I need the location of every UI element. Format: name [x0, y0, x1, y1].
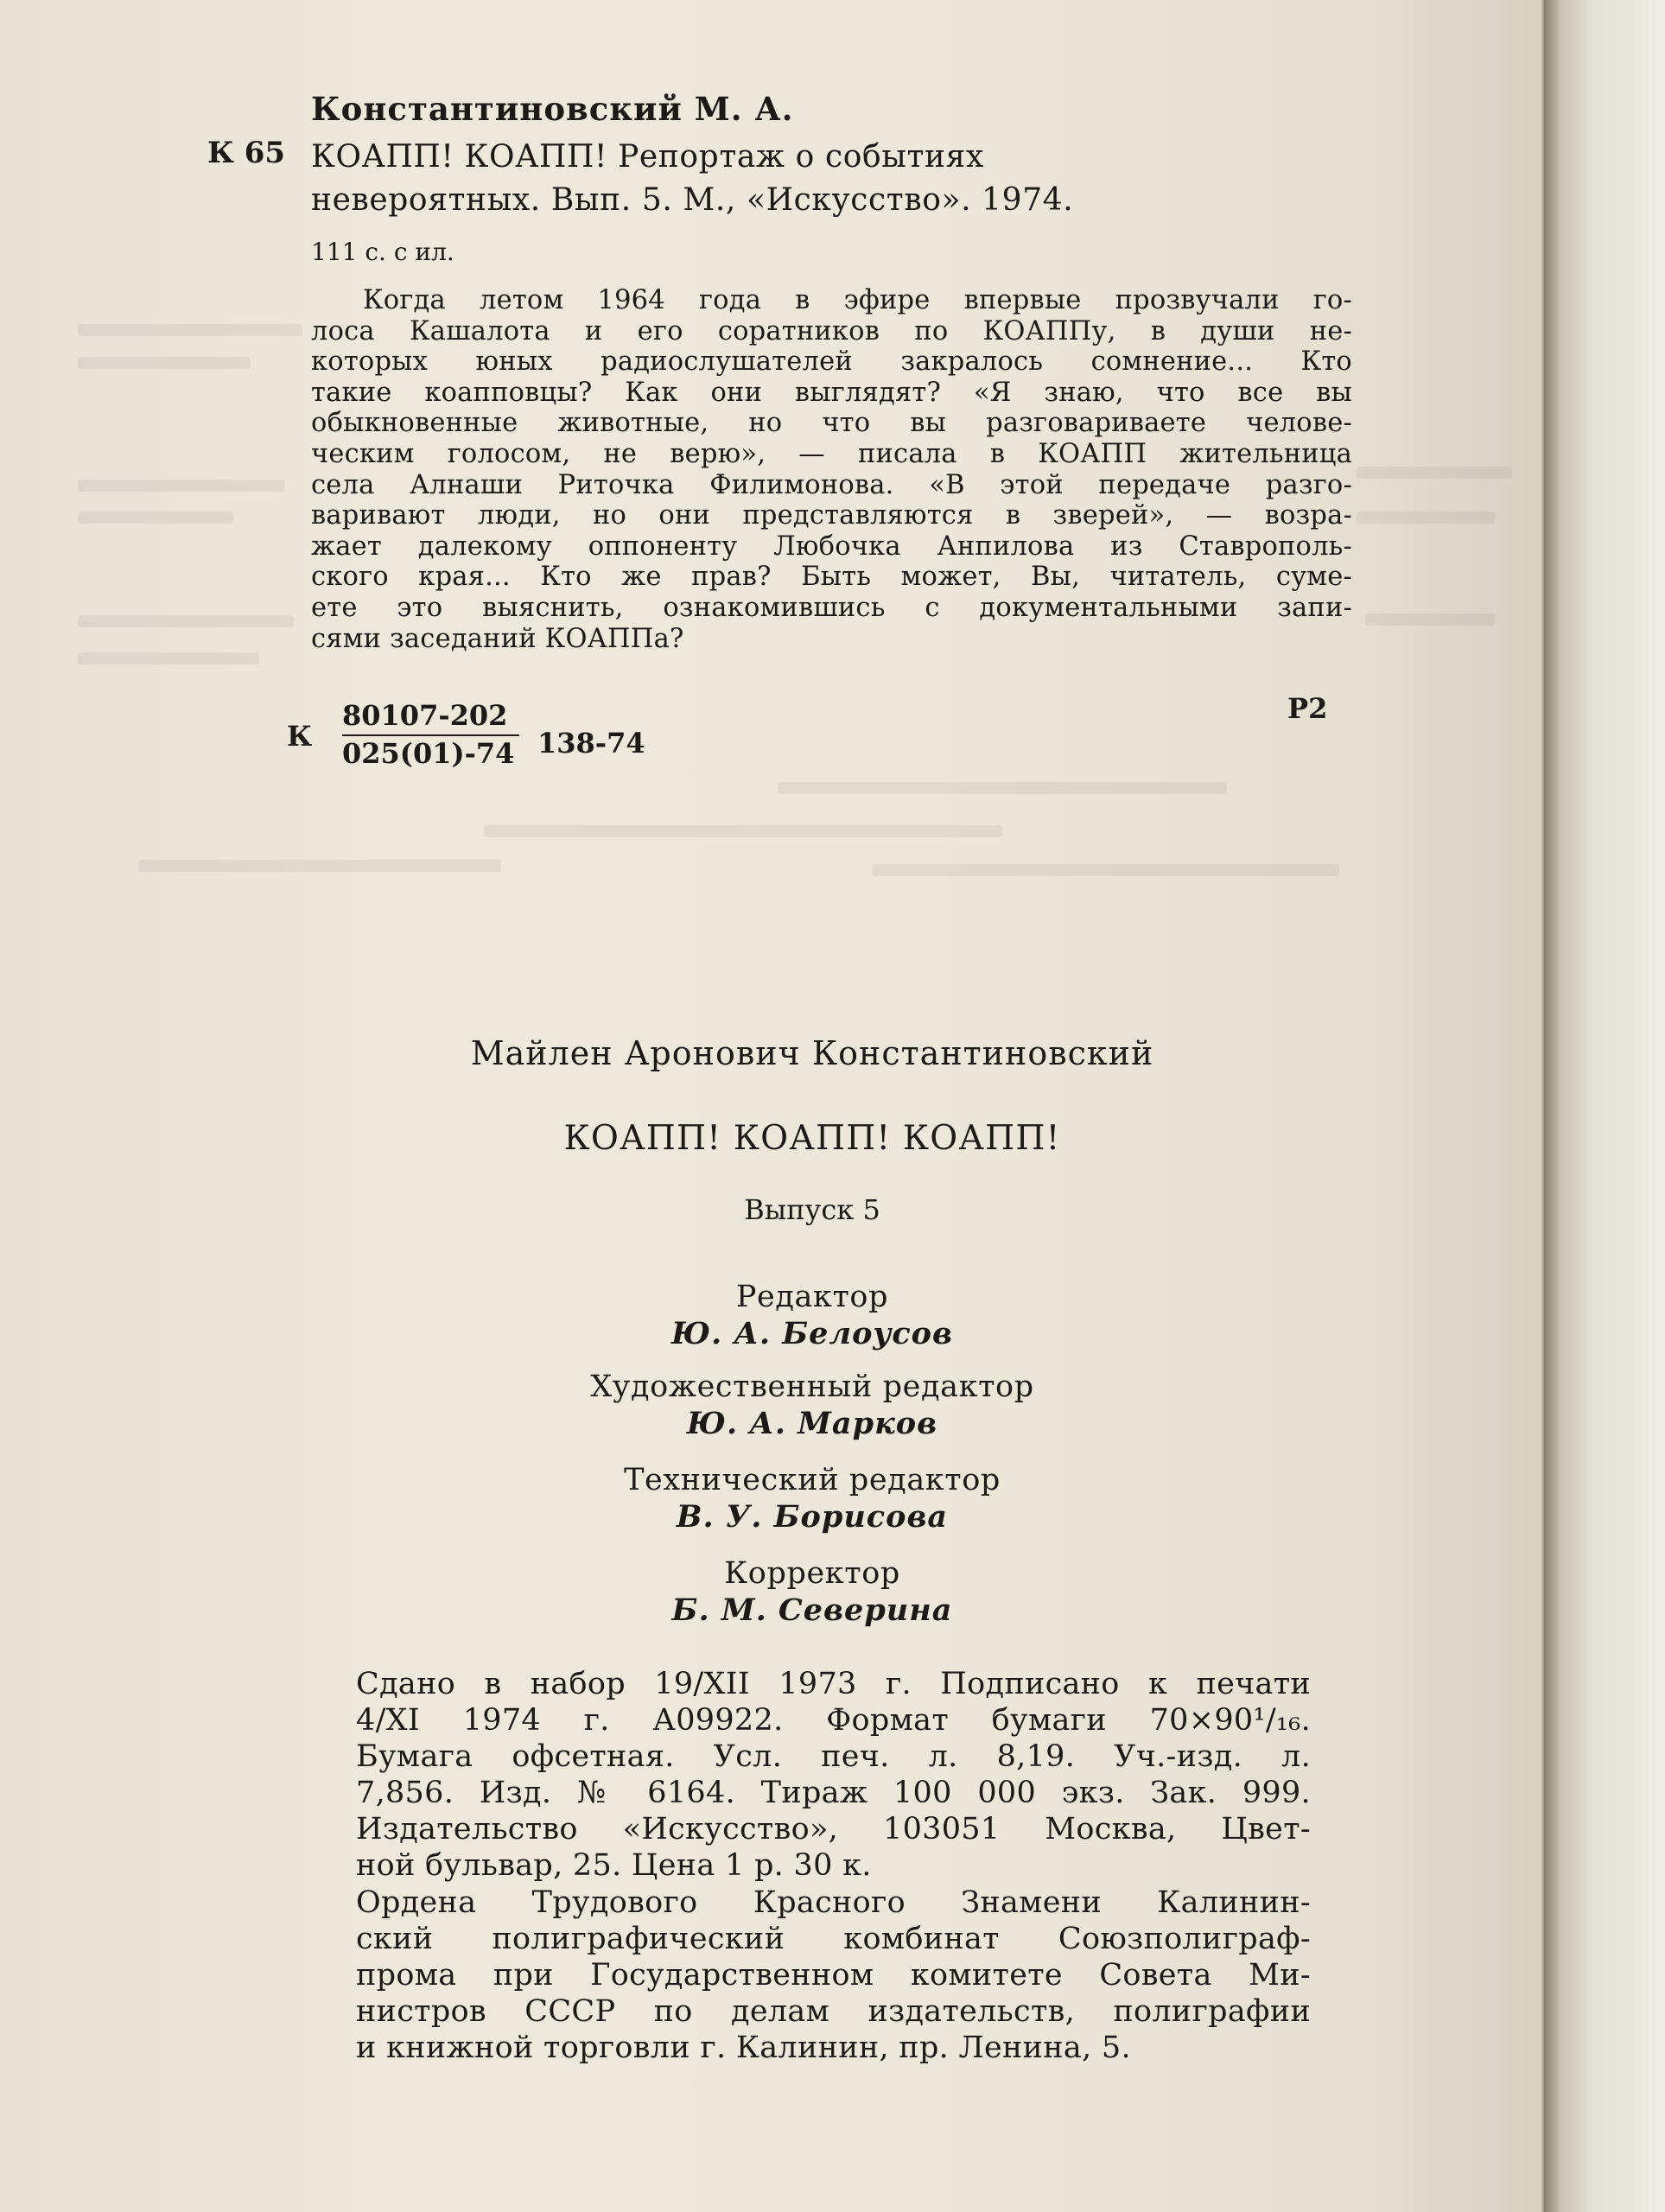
- imprint-line: нистров СССР по делам издательств, полиграфии: [356, 1993, 1311, 2029]
- imprint-block: [356, 1666, 1311, 2066]
- credit-name-tech-editor: В. У. Борисова: [676, 1499, 949, 1535]
- imprint-line: прома при Государственном комитете Совета Ми-: [356, 1957, 1311, 1993]
- imprint-line: Бумага офсетная. Усл. печ. л. 8,19. Уч.-изд. л.: [356, 1739, 1311, 1775]
- bleed-through-text: [78, 652, 259, 664]
- imprint-line: Издательство «Искусство», 103051 Москва, Цвет-: [356, 1812, 1311, 1847]
- abstract-line: лоса Кашалота и его соратников по КОАППу, в души не-: [311, 315, 1352, 346]
- index-denominator: 025(01)-74: [342, 737, 515, 770]
- catalog-class-code: К 65: [207, 136, 286, 170]
- bleed-through-text: [778, 782, 1227, 794]
- abstract-line: ского края... Кто же прав? Быть может, Вы, читатель, суме-: [311, 562, 1352, 593]
- bleed-through-text: [78, 512, 233, 524]
- index-numerator: 80107-202: [342, 699, 508, 732]
- catalog-page-count: 111 с. с ил.: [311, 238, 454, 266]
- imprint-line: Ордена Трудового Красного Знамени Калинин-: [356, 1885, 1311, 1920]
- credit-role-art-editor: Художественный редактор: [590, 1370, 1034, 1404]
- bleed-through-text: [1357, 512, 1495, 524]
- abstract-line: сями заседаний КОАППа?: [311, 623, 684, 654]
- abstract-line: такие коапповцы? Как они выглядят? «Я знаю, что все вы: [311, 377, 1352, 408]
- bleed-through-text: [138, 860, 501, 872]
- abstract-line: ете это выяснить, ознакомившись с документальными запи-: [311, 592, 1352, 623]
- credit-role-proofreader: Корректор: [724, 1556, 900, 1591]
- credit-role-tech-editor: Технический редактор: [624, 1463, 1001, 1497]
- index-fraction-bar: [342, 734, 519, 736]
- imprint-line: ский полиграфический комбинат Союзполиграф-: [356, 1921, 1311, 1956]
- bleed-through-text: [484, 825, 1002, 837]
- abstract-line: села Алнаши Риточка Филимонова. «В этой передаче разго-: [311, 469, 1352, 500]
- catalog-reference-line-2: невероятных. Вып. 5. М., «Искусство». 1974.: [311, 182, 1074, 218]
- bleed-through-text: [78, 480, 285, 492]
- abstract-line: которых юных радиослушателей закралось сомнение... Кто: [311, 346, 1352, 378]
- bleed-through-text: [78, 357, 251, 369]
- bleed-through-text: [873, 864, 1339, 876]
- credit-name-editor: Ю. А. Белоусов: [670, 1316, 953, 1351]
- catalog-abstract: [311, 285, 1352, 654]
- credit-role-editor: Редактор: [735, 1280, 889, 1314]
- abstract-line: варивают люди, но они представляются в зверей», — возра-: [311, 500, 1352, 531]
- imprint-line: Сдано в набор 19/XII 1973 г. Подписано к печати: [356, 1667, 1311, 1701]
- index-letter: К: [287, 720, 313, 753]
- credit-name-art-editor: Ю. А. Марков: [686, 1406, 938, 1441]
- book-title: КОАПП! КОАПП! КОАПП!: [563, 1119, 1061, 1158]
- catalog-author-heading: Константиновский М. А.: [311, 90, 794, 128]
- bleed-through-text: [78, 615, 294, 627]
- imprint-line: ной бульвар, 25. Цена 1 р. 30 к.: [356, 1848, 872, 1884]
- credit-name-proofreader: Б. М. Северина: [671, 1592, 953, 1628]
- imprint-line: 7,856. Изд. № 6164. Тираж 100 000 экз. Зак. 999.: [356, 1776, 1311, 1811]
- book-author: Майлен Аронович Константиновский: [470, 1034, 1154, 1072]
- bleed-through-text: [1365, 613, 1495, 626]
- abstract-line: жает далекому оппоненту Любочка Анпилова из Ставрополь-: [311, 531, 1352, 562]
- imprint-line: 4/XI 1974 г. А09922. Формат бумаги 70×90¹/₁₆.: [356, 1703, 1311, 1738]
- imprint-line: и книжной торговли г. Калинин, пр. Ленина, 5.: [356, 2030, 1131, 2065]
- abstract-line: обыкновенные животные, но что вы разговариваете челове-: [311, 408, 1352, 439]
- bleed-through-text: [78, 324, 302, 336]
- bleed-through-text: [1357, 467, 1512, 479]
- abstract-line: ческим голосом, не верю», — писала в КОАПП жительница: [311, 438, 1352, 469]
- index-suffix: 138-74: [537, 727, 645, 760]
- catalog-reference-line-1: КОАПП! КОАПП! Репортаж о событиях: [311, 139, 984, 175]
- issue-number: Выпуск 5: [744, 1193, 880, 1226]
- bbk-code: Р2: [1287, 692, 1328, 725]
- adjacent-page-edge: [1547, 0, 1665, 2212]
- abstract-line: Когда летом 1964 года в эфире впервые прозвучали го-: [363, 285, 1352, 315]
